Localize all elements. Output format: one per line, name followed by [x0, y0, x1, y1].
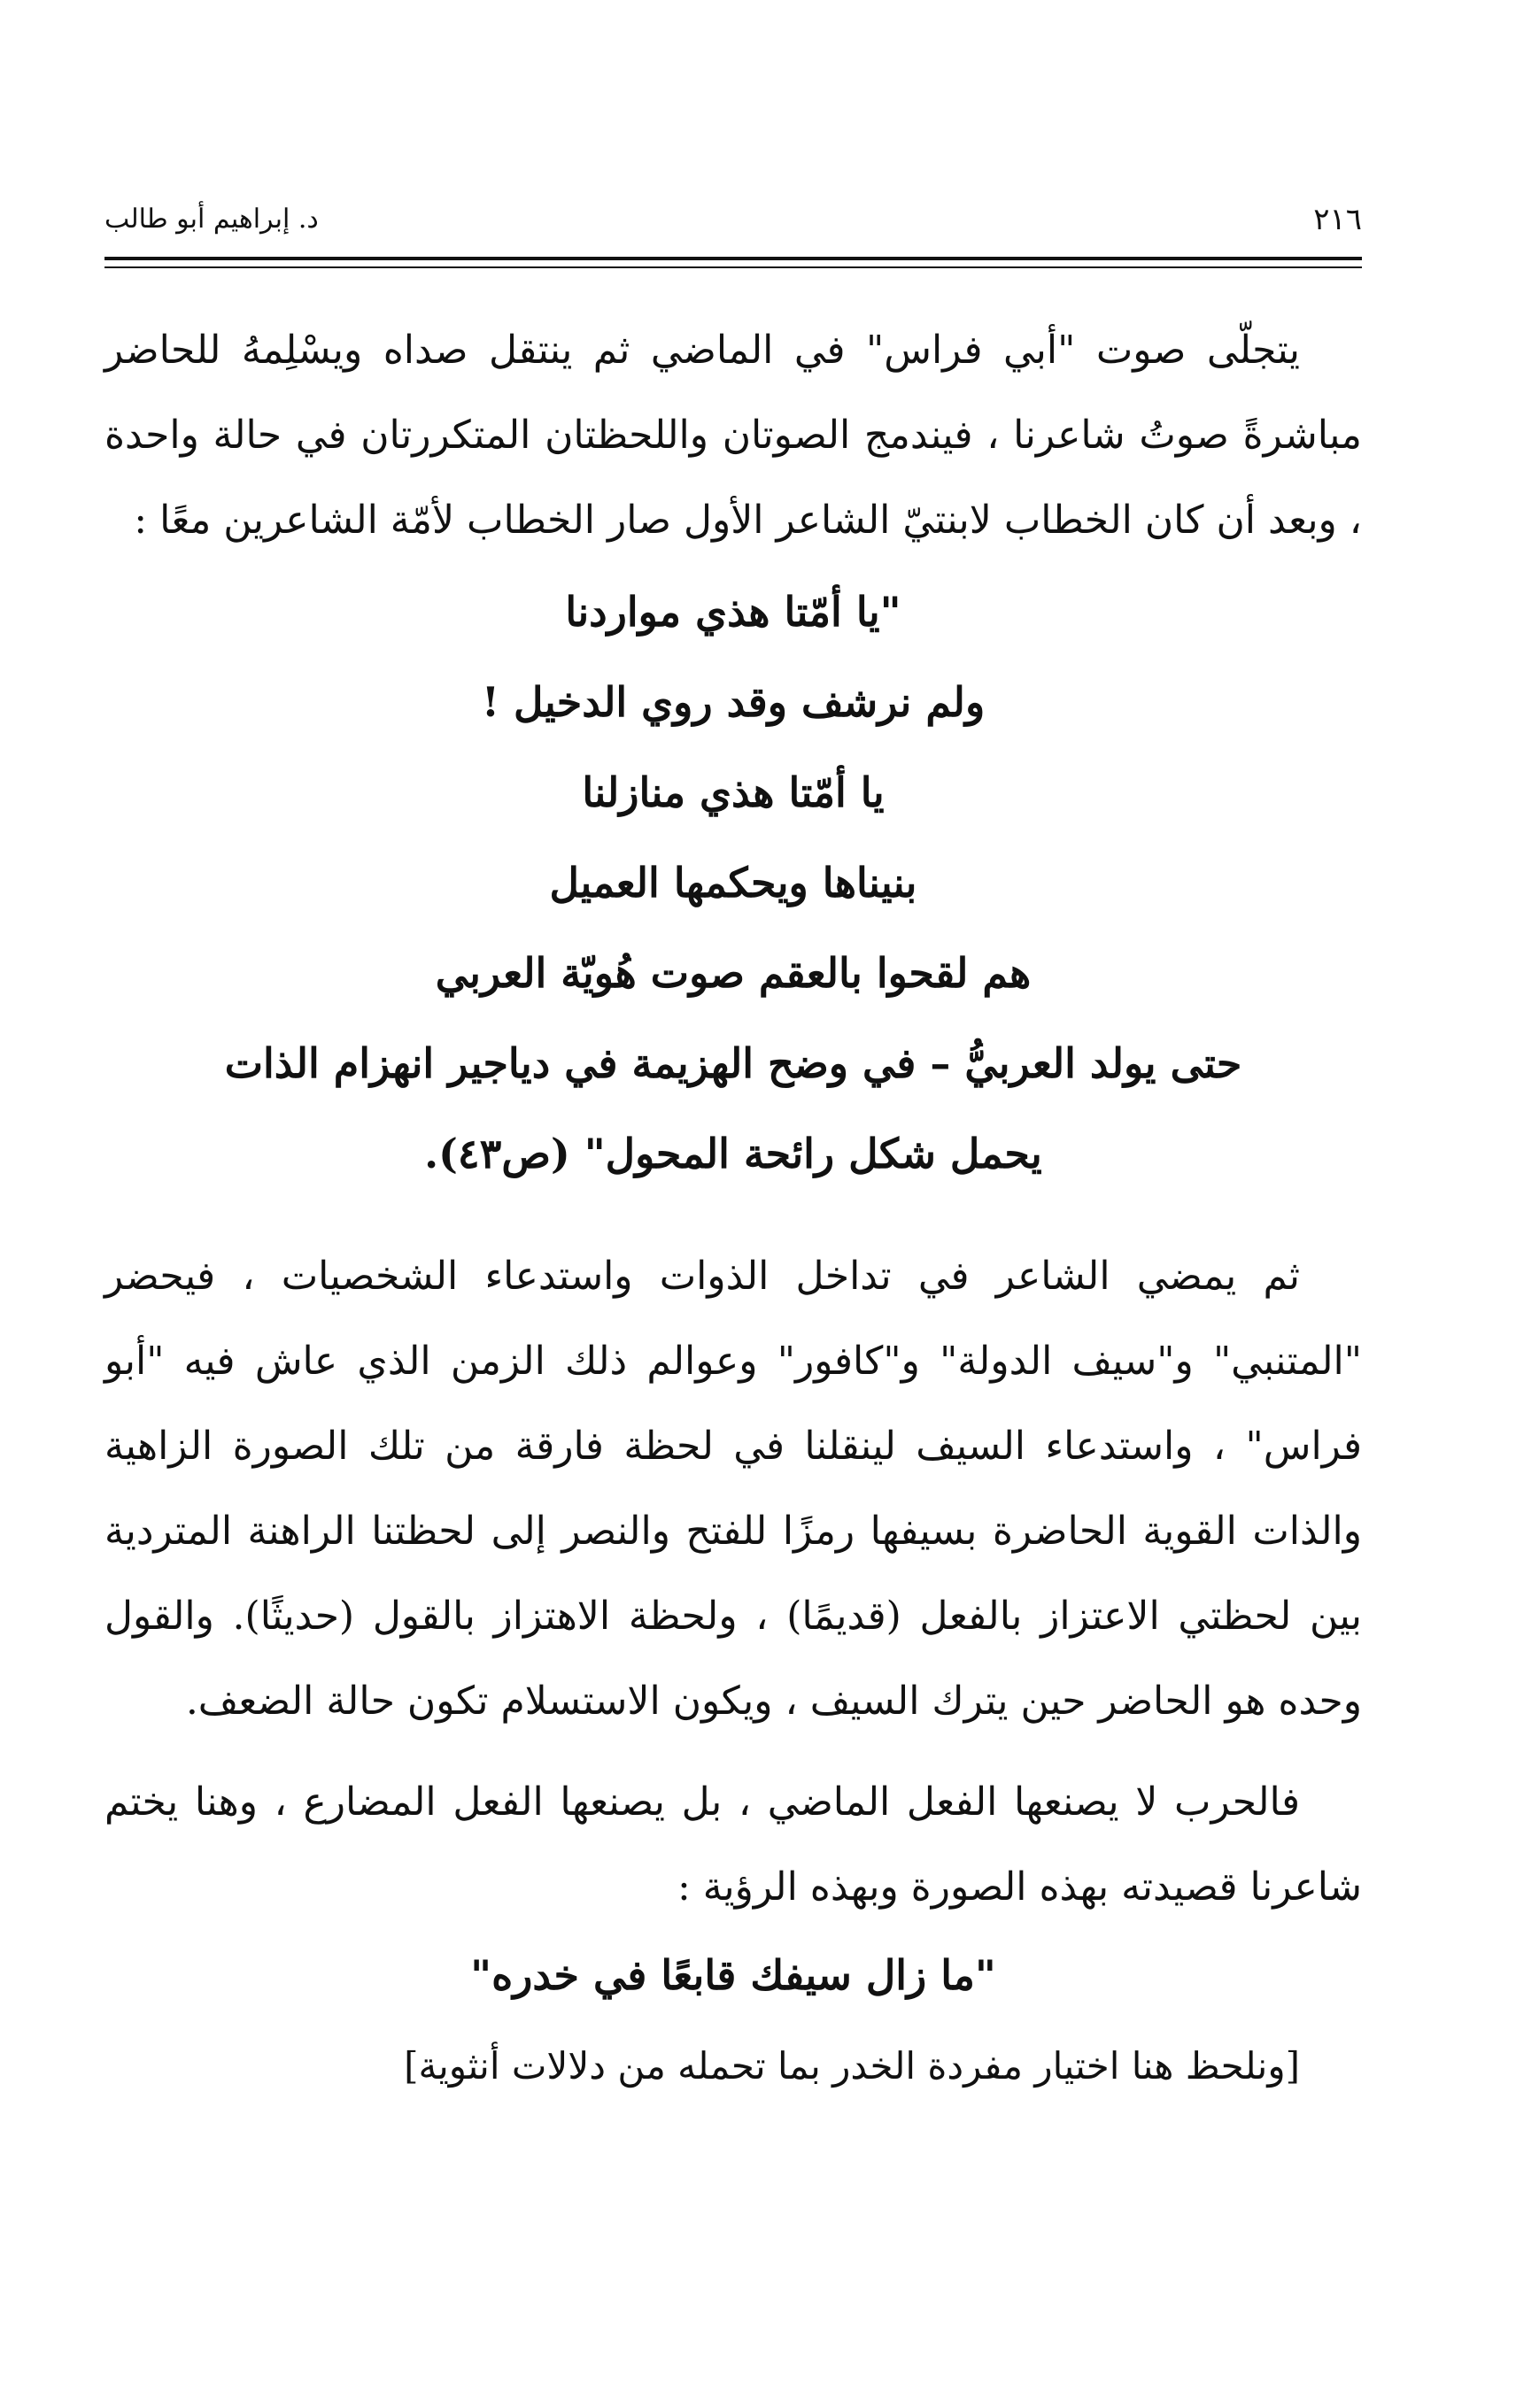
verse-line: ولم نرشف وقد روي الدخيل ! — [481, 678, 986, 726]
main-text — [104, 308, 1362, 2107]
closing-verse: "ما زال سيفك قابعًا في خدره" — [470, 1951, 996, 1999]
verse-line: يا أمّتا هذي منازلنا — [582, 768, 885, 816]
verse-line: يحمل شكل رائحة المحول" (ص٤٣). — [424, 1130, 1042, 1177]
page-header — [104, 197, 1362, 243]
poem-excerpt — [104, 567, 1362, 1199]
editorial-note: [ونلحظ هنا اختيار مفردة الخدر بما تحمله من دلالات أنثوية] — [404, 2044, 1300, 2088]
verse-line: هم لقحوا بالعقم صوت هُويّة العربي — [435, 949, 1032, 997]
intro-paragraph: يتجلّى صوت "أبي فراس" في الماضي ثم ينتقل صداه ويسْلِمهُ للحاضر مباشرةً صوتُ شاعرنا ، فيندمج الصوتان واللحظتان المتكررتان في حالة واحدة ، وبعد أن كان الخطاب لابنتيّ الشاعر الأول صار الخطاب لأمّة الشاعرين معًا : — [104, 328, 1362, 543]
body-paragraph: ثم يمضي الشاعر في تداخل الذوات واستدعاء الشخصيات ، فيحضر "المتنبي" و"سيف الدولة" و"كافور" وعوالم ذلك الزمن الذي عاش فيه "أبو فراس" ، واستدعاء السيف لينقلنا في لحظة فارقة من تلك الصورة الزاهية والذات القوية الحاضرة بسيفها رمزًا للفتح والنصر إلى لحظتنا الراهنة المتردية بين لحظتي الاعتزاز بالفعل (قديمًا) ، ولحظة الاهتزاز بالقول (حديثًا). والقول وحده هو الحاضر حين يترك السيف ، ويكون الاستسلام تكون حالة الضعف. — [104, 1254, 1362, 1724]
page-number: ٢١٦ — [1313, 202, 1362, 237]
body-paragraph: فالحرب لا يصنعها الفعل الماضي ، بل يصنعها الفعل المضارع ، وهنا يختم شاعرنا قصيدته بهذه الصورة وبهذه الرؤية : — [104, 1779, 1362, 1910]
header-rule-thin — [104, 266, 1362, 268]
running-head-author: د. إبراهيم أبو طالب — [104, 204, 319, 235]
header-rule-thick — [104, 257, 1362, 260]
verse-line: بنيناها ويحكمها العميل — [549, 859, 917, 907]
verse-line: "يا أمّتا هذي مواردنا — [565, 588, 901, 636]
verse-line: حتى يولد العربيُّ – في وضح الهزيمة في دياجير انهزام الذات — [224, 1039, 1242, 1087]
